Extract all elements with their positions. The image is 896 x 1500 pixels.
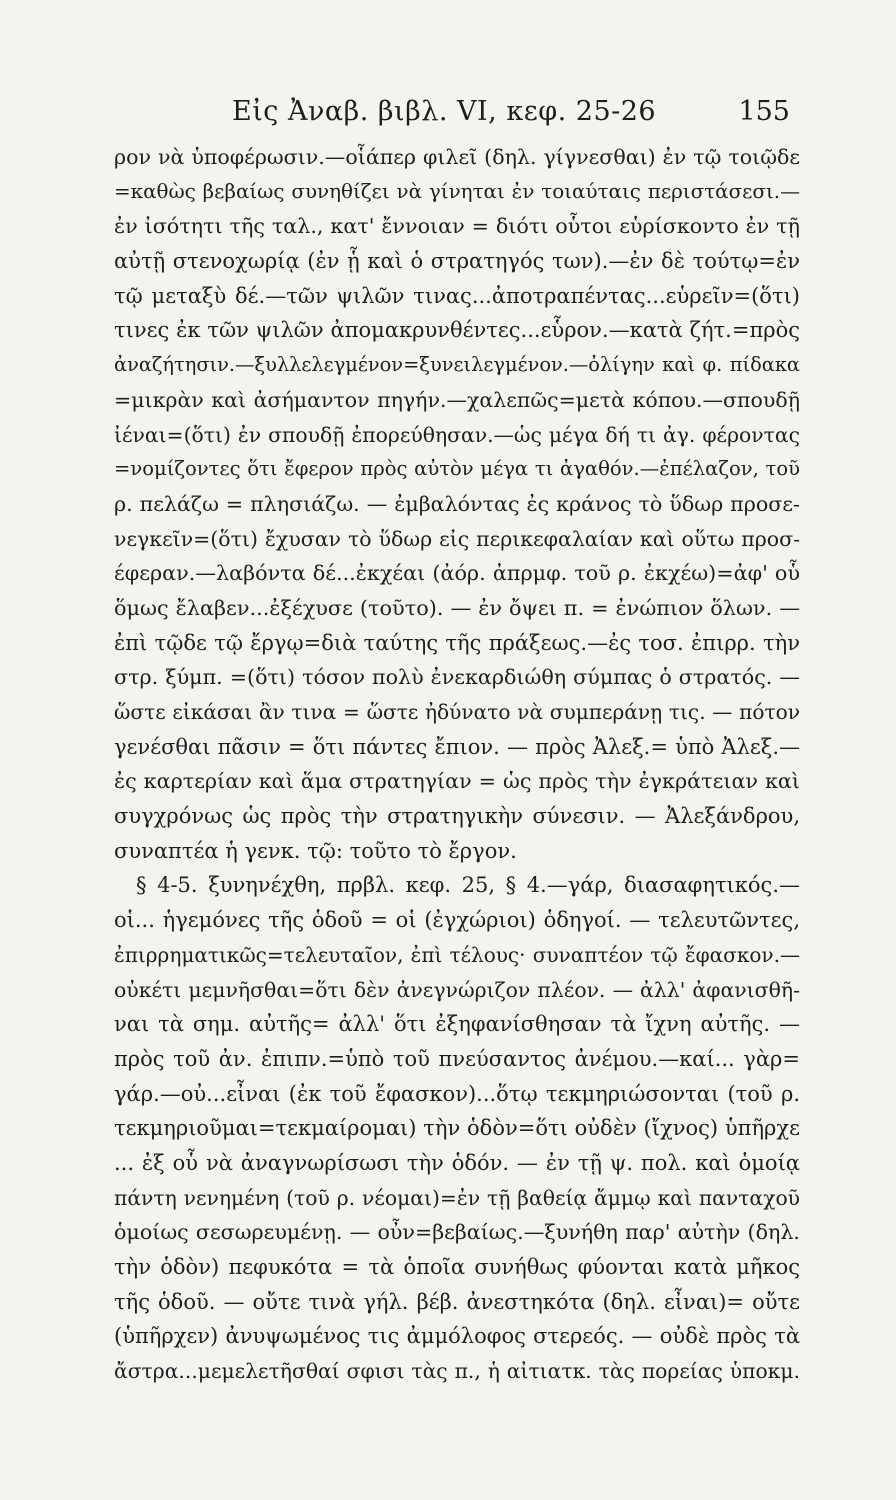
text-line: γενέσθαι πᾶσιν = ὅτι πάντες ἔπιον. — πρὸς Ἀλεξ.= ὑπὸ Ἀλεξ.—	[114, 734, 800, 759]
text-line: γάρ.—οὐ...εἶναι (ἐκ τοῦ ἔφασκον)...ὅτῳ τεκμηριώσονται (τοῦ ρ.	[114, 1081, 800, 1106]
text-line: ὁμοίως σεσωρευμένῃ. — οὖν=βεβαίως.—ξυνήθη παρ' αὐτὴν (δηλ.	[114, 1220, 800, 1245]
text-line: ὅμως ἔλαβεν...ἐξέχυσε (τοῦτο). — ἐν ὄψει π. = ἐνώπιον ὅλων. —	[114, 595, 800, 620]
text-line: τῷ μεταξὺ δέ.—τῶν ψιλῶν τινας...ἀποτραπέντας...εὑρεῖν=(ὅτι)	[114, 283, 800, 308]
text-line: ἐν ἰσότητι τῆς ταλ., κατ' ἔννοιαν = διότι οὗτοι εὑρίσκοντο ἐν τῇ	[114, 214, 800, 239]
text-line: στρ. ξύμπ. =(ὅτι) τόσον πολὺ ἐνεκαρδιώθη σύμπας ὁ στρατός. —	[114, 665, 800, 690]
running-head: Εἰς Ἀναβ. βιβλ. VI, κεφ. 25-26	[232, 96, 657, 127]
text-line: νεγκεῖν=(ὅτι) ἔχυσαν τὸ ὕδωρ εἰς περικεφαλαίαν καὶ οὕτω προσ-	[114, 526, 800, 551]
text-line: αὐτῇ στενοχωρίᾳ (ἐν ᾗ καὶ ὁ στρατηγός των).—ἐν δὲ τούτῳ=ἐν	[114, 249, 800, 274]
text-line: (ὑπῆρχεν) ἀνυψωμένος τις ἀμμόλοφος στερεός. — οὐδὲ πρὸς τὰ	[114, 1324, 800, 1349]
text-line: =καθὼς βεβαίως συνηθίζει νὰ γίνηται ἐν τοιαύταις περιστάσεσι.—	[114, 179, 800, 203]
page-number: 155	[738, 96, 790, 127]
text-line: ἐπὶ τῷδε τῷ ἔργῳ=διὰ ταύτης τῆς πράξεως.—ἐς τοσ. ἐπιρρ. τὴν	[114, 630, 800, 655]
text-line: ὥστε εἰκάσαι ἂν τινα = ὥστε ἠδύνατο νὰ συμπεράνῃ τις. — πότον	[114, 700, 800, 724]
text-line: ναι τὰ σημ. αὐτῆς= ἀλλ' ὅτι ἐξηφανίσθησαν τὰ ἴχνη αὐτῆς. —	[114, 1012, 800, 1037]
text-line: οὐκέτι μεμνῆσθαι=ὅτι δὲν ἀνεγνώριζον πλέον. — ἀλλ' ἀφανισθῆ-	[114, 977, 800, 1002]
text-line: τινες ἐκ τῶν ψιλῶν ἀπομακρυνθέντες...εὗρον.—κατὰ ζήτ.=πρὸς	[114, 318, 800, 343]
text-line: =μικρὰν καὶ ἀσήμαντον πηγήν.—χαλεπῶς=μετὰ κόπου.—σπουδῇ	[114, 387, 800, 412]
commentary-text	[114, 140, 800, 1389]
text-line: ἐπιρρηματικῶς=τελευταῖον, ἐπὶ τέλους· συναπτέον τῷ ἔφασκον.—	[114, 942, 800, 967]
text-line: ... ἐξ οὗ νὰ ἀναγνωρίσωσι τὴν ὁδόν. — ἐν τῇ ψ. πολ. καὶ ὁμοίᾳ	[114, 1150, 800, 1175]
text-line: τὴν ὁδὸν) πεφυκότα = τὰ ὁποῖα συνήθως φύονται κατὰ μῆκος	[114, 1255, 800, 1279]
text-line: ἐς καρτερίαν καὶ ἅμα στρατηγίαν = ὡς πρὸς τὴν ἐγκράτειαν καὶ	[114, 769, 800, 794]
text-line: ἄστρα...μεμελετῆσθαί σφισι τὰς π., ἡ αἰτιατκ. τὰς πορείας ὑποκμ.	[114, 1359, 800, 1384]
text-line: συγχρόνως ὡς πρὸς τὴν στρατηγικὴν σύνεσιν. — Ἀλεξάνδρου,	[114, 804, 800, 829]
text-line: πάντη νενημένη (τοῦ ρ. νέομαι)=ἐν τῇ βαθείᾳ ἄμμῳ καὶ πανταχοῦ	[114, 1185, 800, 1210]
text-line: οἱ... ἡγεμόνες τῆς ὁδοῦ = οἱ (ἐγχώριοι) ὁδηγοί. — τελευτῶντες,	[114, 908, 800, 933]
text-line: ρον νὰ ὑποφέρωσιν.—οἷάπερ φιλεῖ (δηλ. γίγνεσθαι) ἐν τῷ τοιῷδε	[114, 145, 800, 169]
text-line: ἰέναι=(ὅτι) ἐν σπουδῇ ἐπορεύθησαν.—ὡς μέγα δή τι ἀγ. φέροντας	[114, 422, 800, 447]
text-line: πρὸς τοῦ ἀν. ἐπιπν.=ὑπὸ τοῦ πνεύσαντος ἀνέμου.—καί... γὰρ=	[114, 1046, 800, 1071]
text-line: έφεραν.—λαβόντα δέ...ἐκχέαι (ἀόρ. ἀπρμφ. τοῦ ρ. ἐκχέω)=ἀφ' οὗ	[114, 561, 800, 586]
text-line: ρ. πελάζω = πλησιάζω. — ἐμβαλόντας ἐς κράνος τὸ ὕδωρ προσε-	[114, 491, 800, 516]
text-line: τῆς ὁδοῦ. — οὔτε τινὰ γήλ. βέβ. ἀνεστηκότα (δηλ. εἶναι)= οὔτε	[114, 1289, 800, 1314]
text-line: τεκμηριοῦμαι=τεκμαίρομαι) τὴν ὁδὸν=ὅτι οὐδὲν (ἴχνος) ὑπῆρχε	[114, 1116, 800, 1141]
text-line: ἀναζήτησιν.—ξυλλελεγμένον=ξυνειλεγμένον.—ὀλίγην καὶ φ. πίδακα	[114, 353, 800, 377]
text-line: =νομίζοντες ὅτι ἔφερον πρὸς αὐτὸν μέγα τι ἀγαθόν.—ἐπέλαζον, τοῦ	[114, 457, 800, 481]
text-line: συναπτέα ἡ γενκ. τῷ: τοῦτο τὸ ἔργον.	[114, 838, 517, 863]
section-start-line: § 4-5. ξυνηνέχθη, πρβλ. κεφ. 25, § 4.—γάρ, διασαφητικός.—	[136, 873, 800, 898]
